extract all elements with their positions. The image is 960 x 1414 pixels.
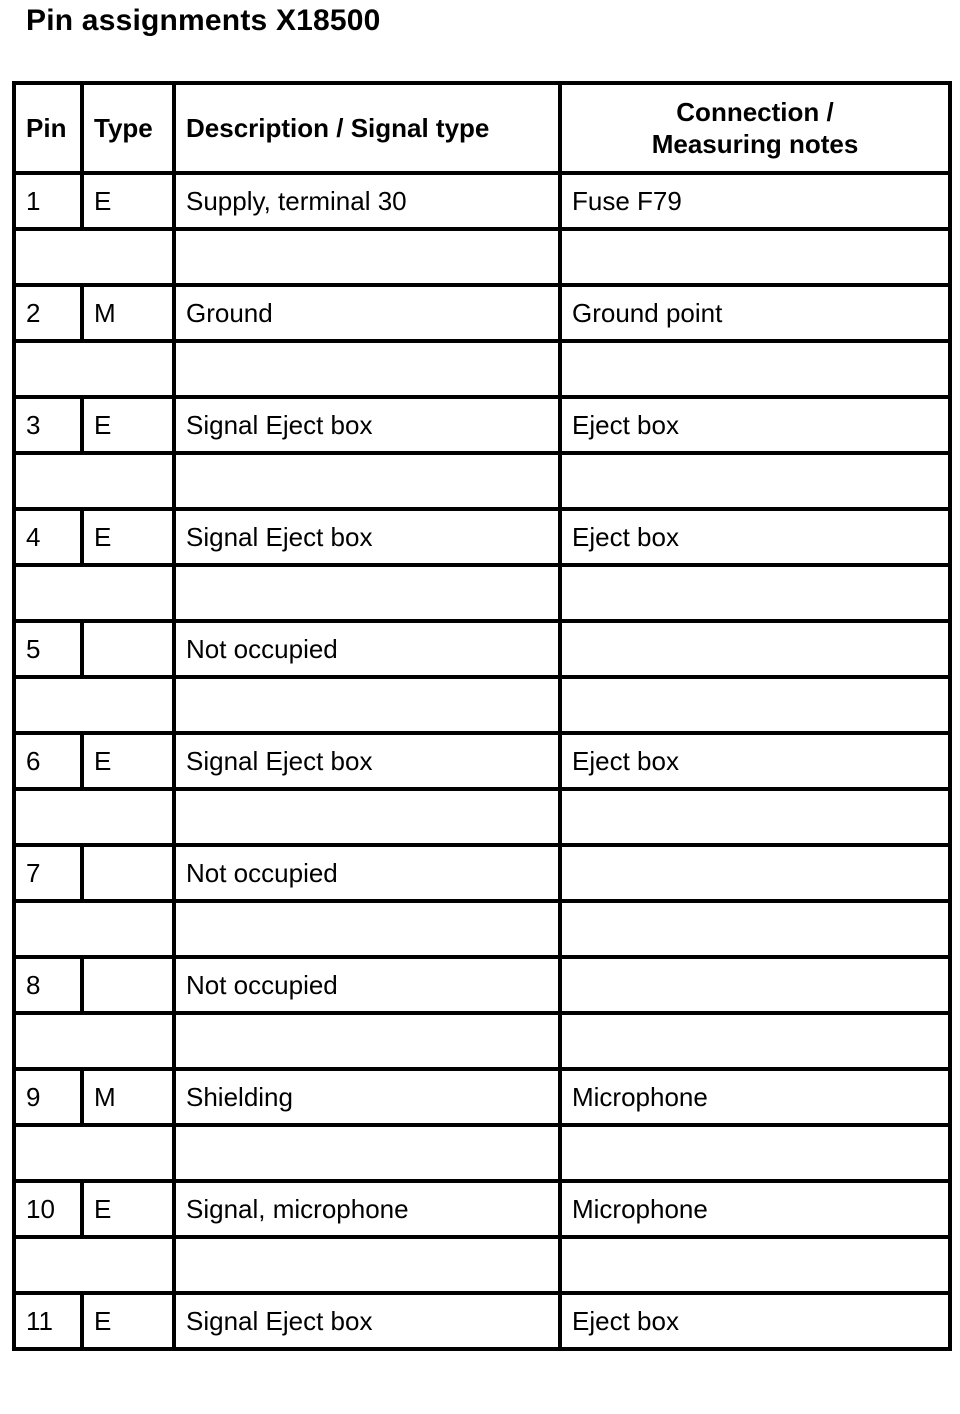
spacer-cell [174,789,560,845]
connection-cell: Eject box [560,397,950,453]
spacer-cell [14,1013,174,1069]
spacer-cell [560,1237,950,1293]
header-connection [560,83,950,173]
spacer-row [14,677,950,733]
spacer-cell [560,341,950,397]
description-cell: Shielding [174,1069,560,1125]
table-row [14,509,950,565]
pin-cell: 8 [14,957,82,1013]
description-cell: Not occupied [174,845,560,901]
type-cell: M [82,285,174,341]
spacer-cell [174,677,560,733]
spacer-row [14,229,950,285]
pin-cell: 6 [14,733,82,789]
table-row [14,1069,950,1125]
type-cell [82,957,174,1013]
description-cell: Signal, microphone [174,1181,560,1237]
table-row [14,1181,950,1237]
description-cell: Not occupied [174,957,560,1013]
type-cell: E [82,173,174,229]
table-row [14,957,950,1013]
spacer-cell [174,341,560,397]
table-row [14,173,950,229]
spacer-row [14,1237,950,1293]
connection-cell [560,957,950,1013]
spacer-row [14,901,950,957]
spacer-cell [174,565,560,621]
spacer-cell [174,1237,560,1293]
pin-cell: 1 [14,173,82,229]
description-cell: Signal Eject box [174,509,560,565]
connection-cell: Fuse F79 [560,173,950,229]
spacer-cell [560,453,950,509]
spacer-cell [174,1125,560,1181]
spacer-cell [560,1125,950,1181]
spacer-cell [174,901,560,957]
pin-cell: 3 [14,397,82,453]
connection-cell: Microphone [560,1181,950,1237]
connection-cell [560,621,950,677]
table-row [14,733,950,789]
spacer-row [14,1125,950,1181]
spacer-cell [174,453,560,509]
header-pin: Pin [14,83,82,173]
spacer-cell [560,229,950,285]
page-title: Pin assignments X18500 [26,4,381,37]
spacer-cell [560,565,950,621]
spacer-cell [560,901,950,957]
spacer-cell [14,341,174,397]
description-cell: Signal Eject box [174,733,560,789]
type-cell: E [82,397,174,453]
connection-cell: Eject box [560,509,950,565]
type-cell: E [82,509,174,565]
description-cell: Signal Eject box [174,1293,560,1349]
spacer-cell [174,229,560,285]
connection-cell: Microphone [560,1069,950,1125]
type-cell [82,845,174,901]
pin-cell: 10 [14,1181,82,1237]
table-row [14,397,950,453]
pin-cell: 9 [14,1069,82,1125]
table-header-row [14,83,950,173]
spacer-row [14,341,950,397]
spacer-cell [14,453,174,509]
spacer-row [14,565,950,621]
description-cell: Not occupied [174,621,560,677]
header-connection-line1: Connection / [676,97,834,127]
type-cell: E [82,733,174,789]
spacer-cell [174,1013,560,1069]
table-row [14,1293,950,1349]
pin-cell: 5 [14,621,82,677]
pin-cell: 2 [14,285,82,341]
type-cell [82,621,174,677]
table-row [14,621,950,677]
description-cell: Signal Eject box [174,397,560,453]
table-row [14,845,950,901]
description-cell: Ground [174,285,560,341]
connection-cell: Eject box [560,733,950,789]
type-cell: E [82,1181,174,1237]
pin-cell: 7 [14,845,82,901]
pin-cell: 4 [14,509,82,565]
connection-cell: Ground point [560,285,950,341]
spacer-cell [560,1013,950,1069]
type-cell: M [82,1069,174,1125]
spacer-cell [14,901,174,957]
spacer-cell [560,677,950,733]
type-cell: E [82,1293,174,1349]
spacer-cell [14,1125,174,1181]
spacer-cell [14,677,174,733]
spacer-cell [14,1237,174,1293]
table-row [14,285,950,341]
spacer-cell [14,565,174,621]
spacer-row [14,789,950,845]
header-type: Type [82,83,174,173]
connection-cell [560,845,950,901]
header-description: Description / Signal type [174,83,560,173]
connection-cell: Eject box [560,1293,950,1349]
spacer-cell [14,229,174,285]
spacer-row [14,1013,950,1069]
pin-assignment-table [12,81,952,1351]
table-body [14,173,950,1349]
spacer-cell [560,789,950,845]
pin-cell: 11 [14,1293,82,1349]
header-connection-line2: Measuring notes [651,129,859,159]
spacer-cell [14,789,174,845]
spacer-row [14,453,950,509]
description-cell: Supply, terminal 30 [174,173,560,229]
